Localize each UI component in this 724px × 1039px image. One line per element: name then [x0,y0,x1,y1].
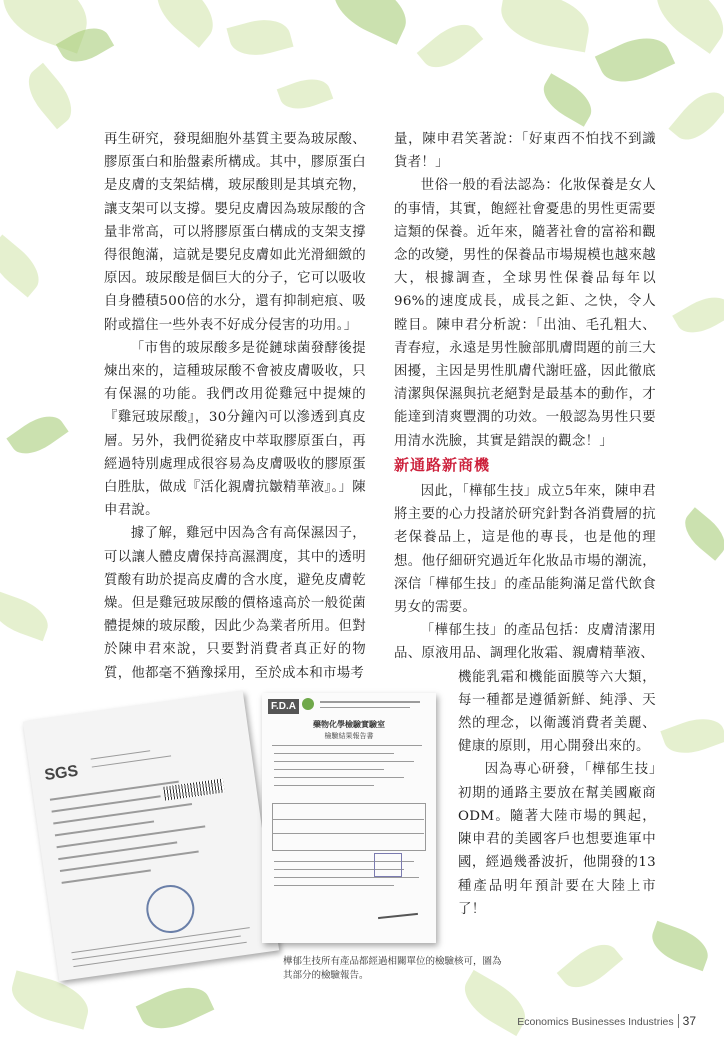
image-caption: 樺郁生技所有產品都經過相關單位的檢驗核可，圖為其部分的檢驗報告。 [283,956,502,981]
article-paragraph: 因為專心研發，「樺郁生技」初期的通路主要放在幫美國廠商ODM。隨著大陸市場的興起，陳申君的美國客戶也想要進軍中國，經過幾番波折，他開發的13種產品明年預計要在大陸上市了！ [458,762,656,917]
lab-title: 藥物化學檢驗實驗室 [313,720,385,729]
report-title: 檢驗結果報告書 [324,732,374,740]
page-number: 37 [678,1014,696,1028]
article-paragraph: 再生研究，發現細胞外基質主要為玻尿酸、膠原蛋白和胎盤素所構成。其中，膠原蛋白是皮膚的支架結構，玻尿酸則是其填充物，讓支架可以支撐。嬰兒皮膚因為玻尿酸的含量非常高，可以將膠原蛋白構成的支架支撐得很飽滿，這就是嬰兒皮膚如此光滑細緻的原因。玻尿酸是個巨大的分子，它可以吸收自身體積500倍的水分，還有抑制疤痕、吸附或擋住一些外表不好成分侵害的功用。」 [104,132,366,333]
fda-report-image [262,693,436,943]
article-paragraph: 世俗一般的看法認為：化妝保養是女人的事情，其實，飽經社會憂患的男性更需要這類的保養。近年來，隨著社會的富裕和觀念的改變，男性的保養品市場規模也越來越大，根據調查，全球男性保養品每年以96%的速度成長，成長之鉅、之快，令人瞠目。陳申君分析說：「出油、毛孔粗大、青春痘，永遠是男性臉部肌膚問題的前三大困擾，主因是男性肌膚代謝旺盛，因此徹底清潔與保濕與抗老絕對是最基本的動作，才能達到清爽豐潤的功效。一般認為男性只要用清水洗臉，其實是錯誤的觀念！」 [394,178,656,449]
results-table [272,803,426,851]
publication-name: Economics Businesses Industries [517,1016,674,1028]
article-paragraph: 因此，「樺郁生技」成立5年來，陳申君將主要的心力投諸於研究針對各消費層的抗老保養品上，這是他的專長，也是他的理想。他仔細研究過近年化妝品市場的潮流，深信「樺郁生技」的產品能夠滿足當代飲食男女的需要。 [394,484,656,616]
page-footer [517,1014,696,1028]
sgs-seal-icon [143,882,197,936]
fda-logo: F.D.A [268,699,299,714]
official-stamp-icon [374,853,402,877]
article-paragraph: 「樺郁生技」的產品包括：皮膚清潔用品、原液用品、調理化妝霜、親膚精華液、 [394,623,656,662]
article-paragraph: 機能乳霜和機能面膜等六大類，每一種都是遵循新鮮、純淨、天然的理念，以衛護消費者美麗、健康的原則，用心開發出來的。 [458,669,656,755]
article-paragraph: 「市售的玻尿酸多是從鏈球菌發酵後提煉出來的，這種玻尿酸不會被皮膚吸收，只有保濕的功能。我們改用從雞冠中提煉的『雞冠玻尿酸』，30分鐘內可以滲透到真皮層。另外，我們從豬皮中萃取膠原蛋白，再經過特別處理成很容易為皮膚吸收的膠原蛋白胜肽，做成『活化親膚抗皺精華液』。」陳申君說。 [104,340,366,519]
signature [378,913,418,919]
green-seal-icon [302,698,314,710]
article-paragraph: 據了解，雞冠中因為含有高保濕因子，可以讓人體皮膚保持高濕潤度，其中的透明質酸有助於提高皮膚的含水度，避免皮膚乾燥。但是雞冠玻尿酸的價格遠高於一般從菌體提煉的玻尿酸，因此少為業者所用。但對於陳申君來說，只要對消費者真正好的物質，他都毫不猶豫採用，至於成本和市場考 [104,526,366,681]
section-heading: 新通路新商機 [394,455,491,474]
article-paragraph: 量，陳申君笑著說：「好東西不怕找不到識貨者！」 [394,132,656,171]
sgs-report-image [23,691,279,981]
article-left-column [104,128,366,685]
sgs-logo: SGS [43,762,80,785]
